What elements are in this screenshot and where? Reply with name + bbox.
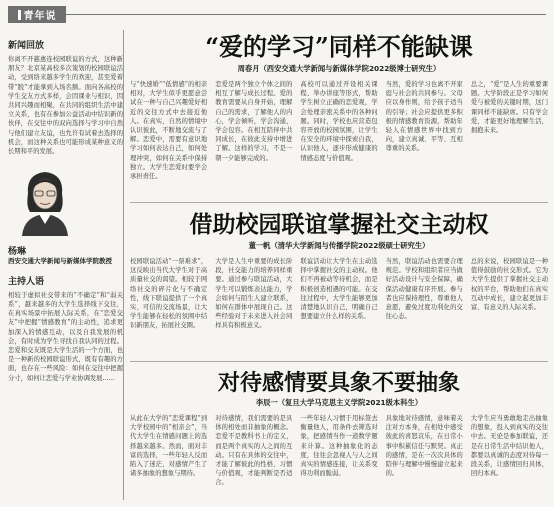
article-column: 从此在大学的“恋爱课程”到大学校园中的“相亲会”，当代大学生在情感问题上的选择越来越多。然而，面对丰富的选择，一些年轻人反而陷入了迷茫，对感情产生了诸多抽象的想象与期待。 (130, 415, 208, 478)
section-banner (8, 6, 66, 23)
article (130, 30, 548, 198)
article-column: 恋爱是两个独立个体之间的相互了解与成长过程。爱的教育需要从自身开始，理解自己的需求，了解他人的内心，学会倾听，学会沟通，学会包容。在相互陪伴中共同成长，在彼此支持中增进了解。这样的学习，不是一朝一夕能够完成的。 (215, 81, 293, 162)
article-column: 总之，“爱”是人生的重要课题。大学阶段正是学习如何爱与被爱的关键时期，这门课同样不能缺席。只有学会爱，才能更好地理解生活，拥抱未来。 (470, 81, 548, 135)
article-column: 总的来说，校园联谊是一种值得鼓励的社交形式。它为大学生提供了掌握社交主动权的平台，帮助他们在真实互动中成长，建立起更加丰富、有意义的人际关系。 (470, 258, 548, 312)
host-note-title: 主持人语 (8, 276, 45, 287)
article-divider (130, 361, 548, 362)
article-column: 具象地对待感情，意味着关注对方本身，在相处中感受彼此的喜怒哀乐，在日常小事中积累信任与默契。真正的感情，是在一次次具体的陪伴与理解中慢慢建立起来的。 (385, 415, 463, 478)
author-name: 杨琳 (8, 247, 27, 258)
host-note-text: 相较于虚拟社交带来的“不确定”和“弱关系”，越来越多的大学生选择线下交往，在真实场景中拓展人际关系，在“恋爱交友”中把握“情感教育”的主动性，追求更加深入的情感互动，以及自我发展的机会，有时成为学生寻找自我认同的过程。恋爱和交友既是大学生活的一个方面，也是一种新的校园联谊形式，既有有趣的方面，也存在一些风险：如何在交往中把握分寸，如何让恋爱与学业协调发展…… (8, 291, 123, 382)
sidebar (8, 30, 123, 500)
article (130, 366, 548, 504)
sidebar-divider (123, 30, 124, 500)
article-byline: 董一帆（清华大学新闻与传播学院2022级硕士研究生） (248, 241, 430, 250)
article-column: 与“快速婚”“低情感”的相亲相对，大学生似乎更愿意尝试在一种与自己兴趣爱好相近的交往方式中去接近他人。在真实、自然的情境中认识彼此，不断地交流与了解。恋爱中，需要有意识地学习如何表达自己，如何处理冲突，如何在关系中保持独立。大学生恋爱时要学会承担责任。 (130, 81, 208, 181)
top-rule (66, 14, 546, 15)
article-divider (130, 202, 548, 203)
author-portrait (14, 166, 76, 236)
article-column: 联谊活动让大学生在主动选择中掌握社交的主动权。他们不再被动等待机会，而是积极创造相遇的可能。在交往过程中，大学生能够更加清楚地认识自己，明确自己想要建立什么样的关系。 (300, 258, 378, 321)
article-column: 当然，联谊活动也需要合理规范。学校和组织者应当做好活动设计与安全保障，确保活动健康有序开展。参与者也应保持理性，尊重他人意愿，避免过度功利化的交往心态。 (385, 258, 463, 321)
article-column: 大学生应当勇敢地走出抽象的想象，投入到真实的交往中去。无论是参加联谊，还是在日常生活中结识他人，都要以真诚的态度对待每一段关系，让感情回归具体，回归本真。 (470, 415, 548, 478)
news-review-title: 新闻回放 (8, 41, 45, 51)
article-column: 当然，爱的学习也离不开家庭与社会的共同参与。父母应以身作则，给予孩子适当的引导；社会应提供更多积极的情感教育资源，帮助年轻人在情感世界中找到方向，建立真诚、平等、互相尊重的关系。 (385, 81, 463, 153)
article-column: 大学是人生中重要的成长阶段，社交能力的培养同样重要。通过参与联谊活动，大学生可以锻炼表达能力，学会如何与陌生人建立联系，如何在群体中展现自己。这些经验对于未来进入社会同样具有积极意义。 (215, 258, 293, 330)
article-byline: 周春月（西安交通大学新闻与新媒体学院2022级博士研究生） (237, 64, 441, 73)
article-byline: 李辰一（复旦大学马克思主义学院2021级本科生） (255, 398, 423, 407)
article-headline: 对待感情要具象不要抽象 (217, 370, 460, 396)
article-column: 校园联谊活动“一票难求”，这反映出当代大学生对于高质量社交的渴望。相较于网络社交的碎片化与不确定性，线下联谊提供了一个真实、可信的交流场景，让大学生能够在轻松的氛围中结识新朋友，拓展社交圈。 (130, 258, 208, 330)
article-headline: “爱的学习”同样不能缺课 (205, 32, 473, 61)
article-headline: 借助校园联谊掌握社交主动权 (189, 211, 489, 238)
section-label: 青年说 (23, 11, 57, 22)
banner-bar-icon (18, 10, 21, 20)
article-column: 对待感情，我们需要的是具体的相处而非抽象的概念。恋爱不是教科书上的定义，而是两个真实的人之间的互动。只有在具体的交往中，才能了解彼此的性格、习惯与价值观，才能判断是否适合。 (215, 415, 293, 487)
news-review-text: 你离不开慈惠连校园联谊的方式，这种新朋友？北京某高校多次策划的校园联谊活动，受到络来越多学生的欢迎，甚至爱着带“脱”才能拿到入场名额。面向各高校的学生交友方式多样，会因课业与相识，因共同兴趣而相聚，在共同的组织生活中建立关系，也有在参加公益活动中结识新的伙伴，在交往中的双向选择与学习中自然与他们建立友谊，也允许有试着去选择的机会，而这种关系也可能形成某种意义的长期和平的发展。 (8, 56, 123, 156)
article-column: 高校可以通过开设相关课程、举办讲座等形式，帮助学生树立正确的恋爱观，学会处理亲密关系中的各种问题。同时，学校也应营造包容开放的校园氛围，让学生在安全的环境中探索自我，认识他人，逐步形成健康的情感态度与价值观。 (300, 81, 378, 162)
article (130, 207, 548, 357)
main-articles (130, 30, 548, 500)
article-column: 一些年轻人习惯于用标签去衡量他人，用条件去筛选对象，把感情当作一道数学题来计算。这种抽象化的态度，往往会忽视人与人之间真实的情感连接，让关系变得功利而脆弱。 (300, 415, 378, 478)
author-affiliation: 西安交通大学新闻与新媒体学院教授 (8, 257, 112, 266)
